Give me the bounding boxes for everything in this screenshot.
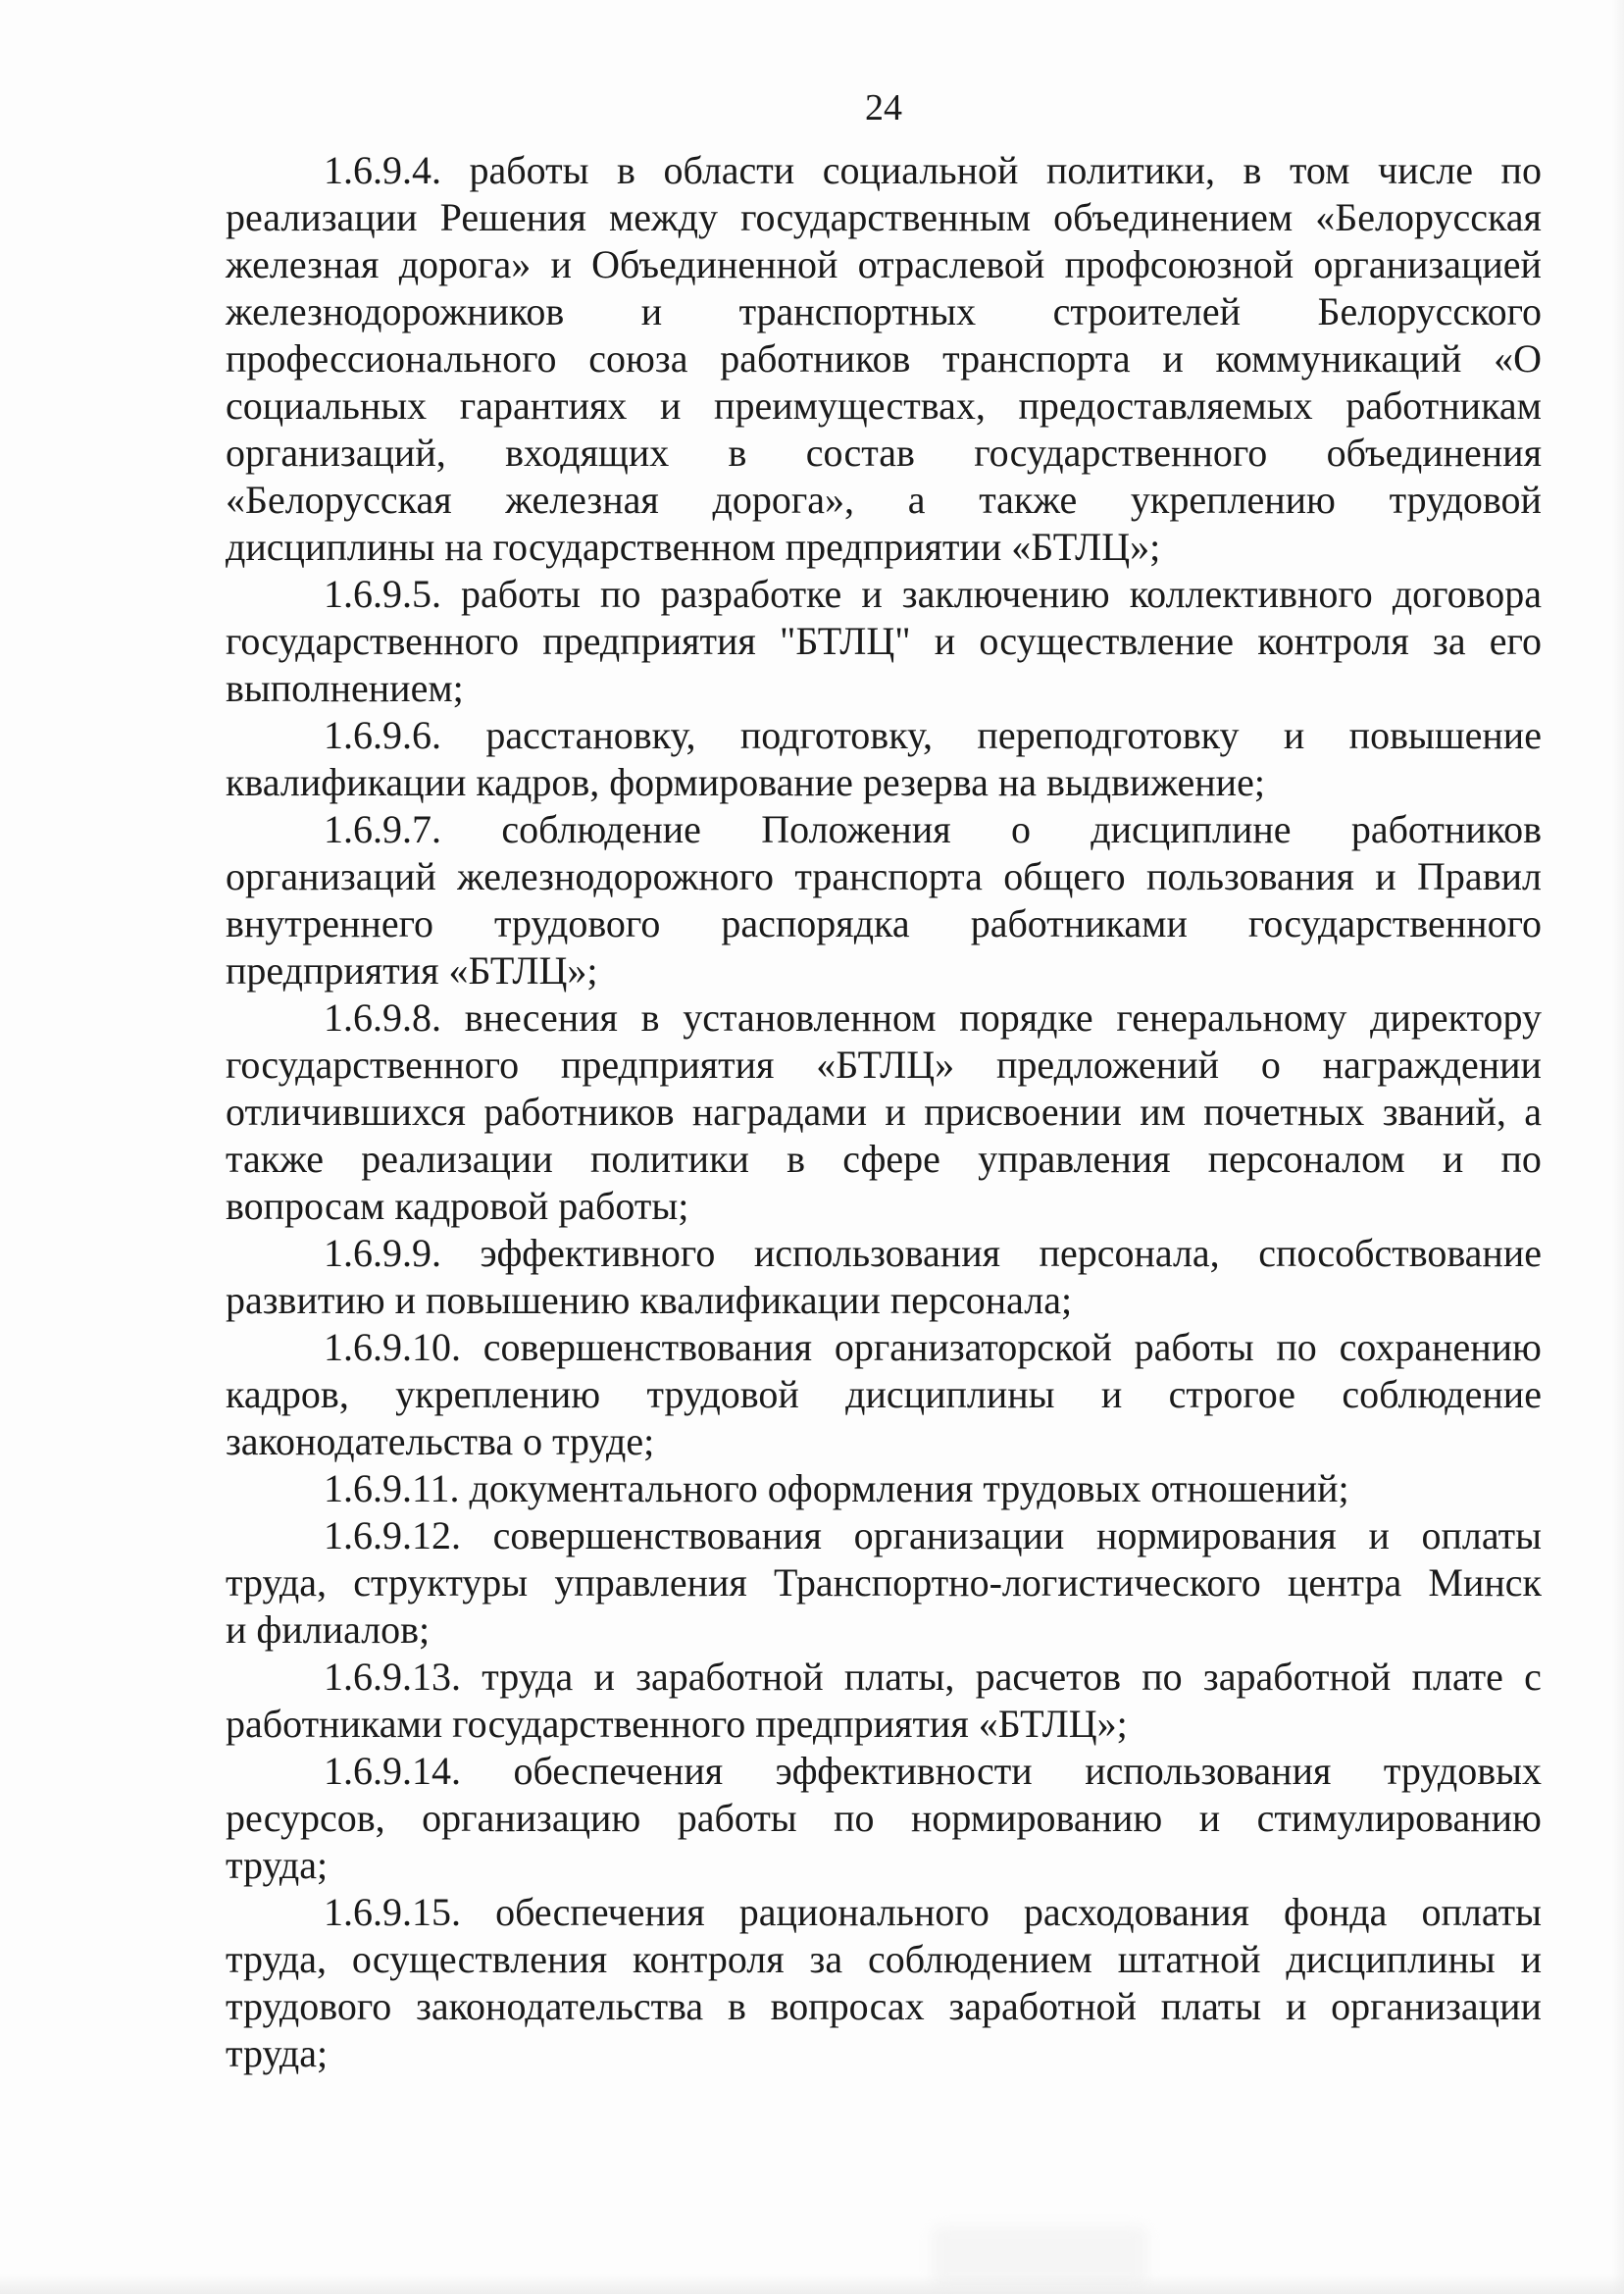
text-line: труда; bbox=[226, 2031, 329, 2075]
text-line: железнодорожников и транспортных строителей Белорусского bbox=[226, 289, 1542, 333]
text-line: 1.6.9.12. совершенствования организации нормирования и оплаты bbox=[324, 1513, 1542, 1557]
text-line: 1.6.9.10. совершенствования организаторской работы по сохранению bbox=[324, 1325, 1542, 1369]
text-line: организаций железнодорожного транспорта общего пользования и Правил bbox=[226, 854, 1542, 898]
document-body bbox=[226, 147, 1542, 2077]
text-line: государственного предприятия «БТЛЦ» предложений о награждении bbox=[226, 1043, 1542, 1087]
text-line: 1.6.9.14. обеспечения эффективности использования трудовых bbox=[324, 1749, 1542, 1793]
text-line: 1.6.9.9. эффективного использования персонала, способствование bbox=[324, 1231, 1542, 1275]
text-line: работниками государственного предприятия «БТЛЦ»; bbox=[226, 1702, 1128, 1746]
text-line: 1.6.9.13. труда и заработной платы, расчетов по заработной плате с bbox=[324, 1655, 1542, 1699]
text-line: кадров, укреплению трудовой дисциплины и строгое соблюдение bbox=[226, 1372, 1542, 1416]
text-line: и филиалов; bbox=[226, 1607, 431, 1652]
text-line: труда; bbox=[226, 1843, 329, 1887]
text-line: квалификации кадров, формирование резерва на выдвижение; bbox=[226, 760, 1265, 804]
text-line: реализации Решения между государственным объединением «Белорусская bbox=[226, 195, 1542, 239]
text-line: профессионального союза работников транспорта и коммуникаций «О bbox=[226, 336, 1542, 381]
text-line: «Белорусская железная дорога», а также укреплению трудовой bbox=[226, 478, 1542, 522]
text-line: труда, структуры управления Транспортно-логистического центра Минск bbox=[226, 1560, 1542, 1605]
text-line: организаций, входящих в состав государственного объединения bbox=[226, 431, 1542, 475]
text-line: дисциплины на государственном предприятии «БТЛЦ»; bbox=[226, 525, 1161, 569]
text-line: 1.6.9.7. соблюдение Положения о дисциплине работников bbox=[324, 807, 1542, 851]
scan-artifact-right-edge bbox=[1612, 0, 1624, 2294]
text-line: государственного предприятия "БТЛЦ" и осуществление контроля за его bbox=[226, 619, 1542, 663]
text-line: вопросам кадровой работы; bbox=[226, 1184, 689, 1228]
text-line: социальных гарантиях и преимуществах, предоставляемых работникам bbox=[226, 383, 1542, 428]
text-line: развитию и повышению квалификации персонала; bbox=[226, 1278, 1073, 1322]
text-line: 1.6.9.6. расстановку, подготовку, переподготовку и повышение bbox=[324, 713, 1542, 757]
text-line: труда, осуществления контроля за соблюдением штатной дисциплины и bbox=[226, 1937, 1542, 1981]
text-line: 1.6.9.5. работы по разработке и заключению коллективного договора bbox=[324, 572, 1542, 616]
text-line: законодательства о труде; bbox=[226, 1419, 655, 1463]
text-line: трудового законодательства в вопросах заработной платы и организации bbox=[226, 1984, 1542, 2028]
text-line: 1.6.9.11. документального оформления трудовых отношений; bbox=[324, 1466, 1349, 1510]
text-line: ресурсов, организацию работы по нормированию и стимулированию bbox=[226, 1796, 1542, 1840]
text-line: 1.6.9.15. обеспечения рационального расходования фонда оплаты bbox=[324, 1890, 1542, 1934]
text-line: внутреннего трудового распорядка работниками государственного bbox=[226, 901, 1542, 945]
text-line: также реализации политики в сфере управления персоналом и по bbox=[226, 1137, 1542, 1181]
text-line: отличившихся работников наградами и присвоении им почетных званий, а bbox=[226, 1090, 1542, 1134]
page-number: 24 bbox=[865, 87, 902, 128]
text-line: предприятия «БТЛЦ»; bbox=[226, 948, 598, 993]
text-line: 1.6.9.4. работы в области социальной политики, в том числе по bbox=[324, 148, 1542, 192]
text-line: железная дорога» и Объединенной отраслевой профсоюзной организацией bbox=[226, 242, 1542, 286]
text-line: 1.6.9.8. внесения в установленном порядке генеральному директору bbox=[324, 995, 1542, 1040]
text-line: выполнением; bbox=[226, 666, 464, 710]
scan-artifact-bottom-edge bbox=[0, 2274, 1624, 2294]
